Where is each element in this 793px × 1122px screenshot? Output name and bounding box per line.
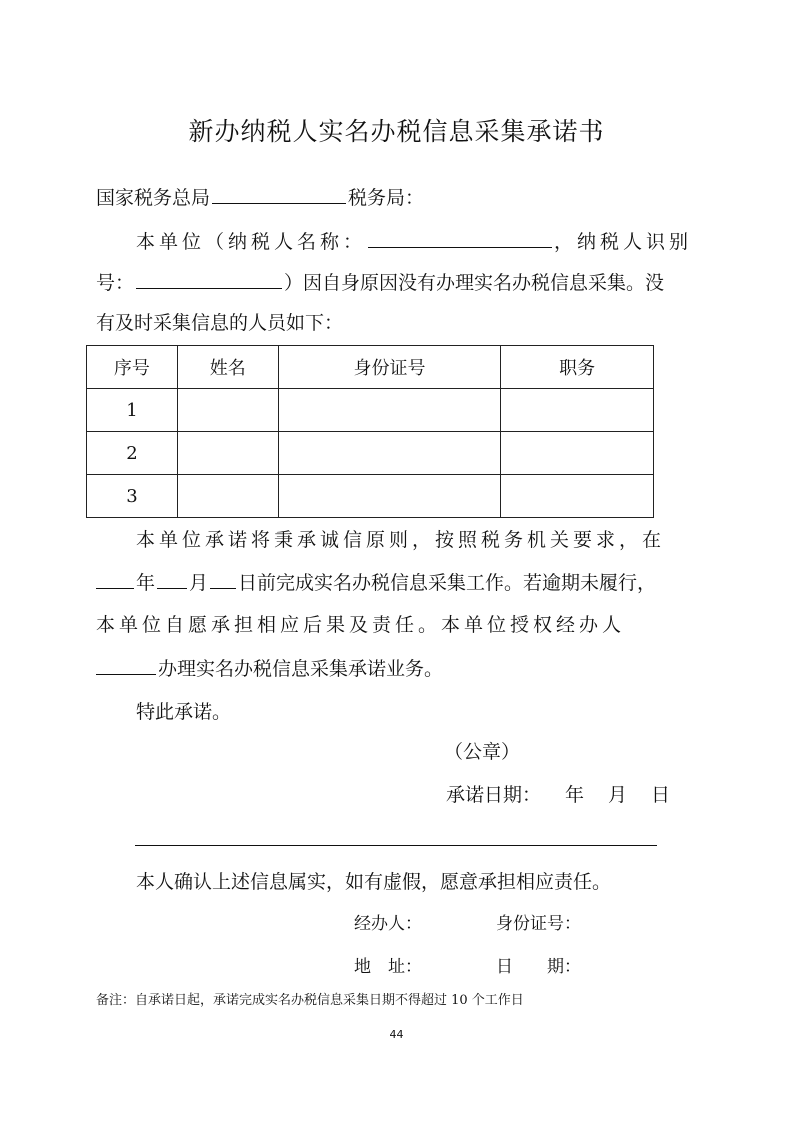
closing-text: 特此承诺。 <box>136 701 232 723</box>
intro-line1-suffix: ，纳税人识别 <box>554 231 693 253</box>
intro-line1-prefix: 本单位（纳税人名称： <box>136 231 367 253</box>
intro-line-2 <box>96 270 664 295</box>
document-title: 新办纳税人实名办税信息采集承诺书 <box>188 117 605 146</box>
pledge-date-day: 日 <box>651 784 671 806</box>
row-seq: 2 <box>87 432 178 475</box>
id-number-label: 身份证号： <box>496 914 581 934</box>
salutation-suffix: 税务局： <box>348 187 425 209</box>
header-id: 身份证号 <box>278 346 501 389</box>
position-cell[interactable] <box>501 432 654 475</box>
pledge-line-3: 本单位自愿承担相应后果及责任。本单位授权经办人 <box>96 614 626 636</box>
id-cell[interactable] <box>278 475 501 518</box>
table-row <box>87 475 654 518</box>
taxpayer-id-blank[interactable] <box>136 270 282 289</box>
pledge-line4-rest: 办理实名办税信息采集承诺业务。 <box>158 658 444 680</box>
deadline-month-label: 月 <box>189 572 209 594</box>
taxpayer-name-blank[interactable] <box>368 229 552 248</box>
pledge-date-month: 月 <box>608 784 628 806</box>
deadline-year-label: 年 <box>136 572 156 594</box>
date-label: 日 期： <box>496 957 581 977</box>
header-name: 姓名 <box>177 346 278 389</box>
table-header-row <box>87 346 654 389</box>
name-cell[interactable] <box>177 475 278 518</box>
intro-line2-prefix: 号： <box>96 272 135 294</box>
table-row <box>87 389 654 432</box>
name-cell[interactable] <box>177 432 278 475</box>
address-label: 地 址： <box>354 957 422 977</box>
intro-line-3: 有及时采集信息的人员如下： <box>96 312 344 334</box>
pledge-date-year: 年 <box>565 784 585 806</box>
intro-line2-suffix: ）因自身原因没有办理实名办税信息采集。没 <box>284 272 665 294</box>
confirmation-statement: 本人确认上述信息属实，如有虚假，愿意承担相应责任。 <box>136 871 612 893</box>
row-seq: 3 <box>87 475 178 518</box>
intro-line-1 <box>136 229 692 254</box>
footnote: 备注：自承诺日起，承诺完成实名办税信息采集日期不得超过 10 个工作日 <box>96 993 524 1008</box>
tax-bureau-blank[interactable] <box>212 185 346 204</box>
agent-label: 经办人： <box>354 914 422 934</box>
deadline-month-blank[interactable] <box>157 570 187 589</box>
header-seq: 序号 <box>87 346 178 389</box>
deadline-day-blank[interactable] <box>210 570 236 589</box>
pledge-date <box>446 783 670 807</box>
authorized-agent-blank[interactable] <box>96 656 156 675</box>
position-cell[interactable] <box>501 475 654 518</box>
id-cell[interactable] <box>278 389 501 432</box>
table-row <box>87 432 654 475</box>
pledge-line2-rest: 日前完成实名办税信息采集工作。若逾期未履行， <box>238 572 657 594</box>
position-cell[interactable] <box>501 389 654 432</box>
header-position: 职务 <box>501 346 654 389</box>
pledge-line-1: 本单位承诺将秉承诚信原则，按照税务机关要求，在 <box>136 529 666 551</box>
page-number: 44 <box>389 1028 404 1041</box>
name-cell[interactable] <box>177 389 278 432</box>
personnel-table <box>86 345 654 518</box>
pledge-date-label: 承诺日期： <box>446 784 542 806</box>
pledge-line-4 <box>94 656 443 681</box>
row-seq: 1 <box>87 389 178 432</box>
deadline-year-blank[interactable] <box>96 570 134 589</box>
official-seal-label: （公章） <box>444 741 521 763</box>
pledge-line-2 <box>94 570 656 595</box>
salutation <box>96 185 424 210</box>
salutation-prefix: 国家税务总局 <box>96 187 211 209</box>
id-cell[interactable] <box>278 432 501 475</box>
section-divider <box>135 845 657 846</box>
